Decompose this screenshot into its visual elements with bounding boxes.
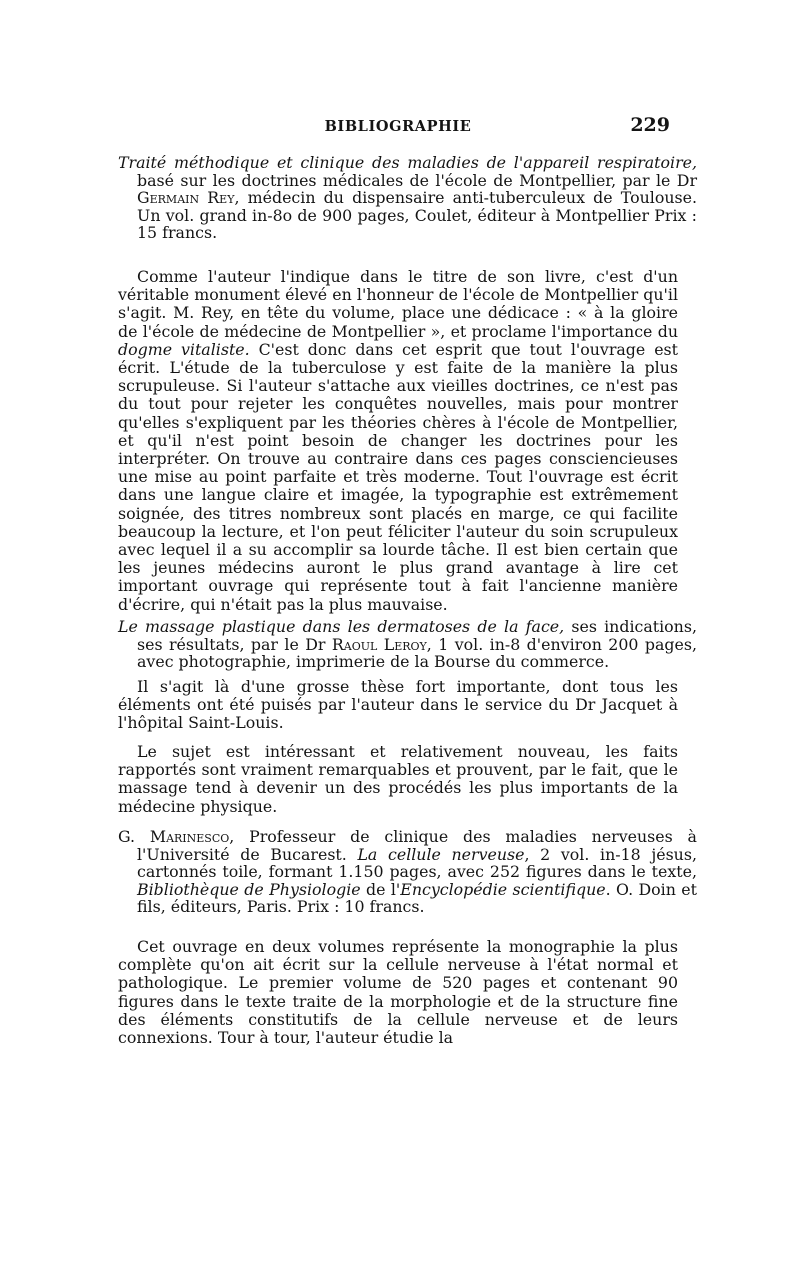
entry-2-author: Raoul Leroy <box>331 634 427 654</box>
entry-3-desc-4: . O. Doin et fils, éditeurs, Paris. Prix : 10 francs. <box>137 879 697 916</box>
entry-1-review <box>118 268 678 614</box>
entry-2-desc-1: ses indications, ses résultats, par le Dr <box>137 617 697 654</box>
running-title: BIBLIOGRAPHIE <box>324 118 472 135</box>
entry-3-review-1: Cet ouvrage en deux volumes représente la monographie la plus complète qu'on ait écrit sur la cellule nerveuse à l'état normal et pathologique. Le premier volume de 520 pages et contenant 90 figures dans le texte traite de la morphologie et de la structure fine des éléments constitutifs de la cellule nerveuse et de leurs connexions. Tour à tour, l'auteur étudie la <box>118 937 678 1048</box>
entry-2-review-1: Il s'agit là d'une grosse thèse fort importante, dont tous les éléments ont été puisés par l'auteur dans le service du Dr Jacquet à l'hôpital Saint-Louis. <box>118 677 678 733</box>
entry-3-desc-2: , 2 vol. in-18 jésus, cartonnés toile, formant 1.150 pages, avec 252 figures dans le texte, <box>137 844 697 881</box>
entry-3-citation <box>118 828 697 916</box>
page-header <box>118 116 678 142</box>
entry-1-review-b: C'est donc dans cet esprit que tout l'ouvrage est écrit. L'étude de la tuberculose y est faite de la manière la plus scrupuleuse. Si l'auteur s'attache aux vieilles doctrines, ce n'est pas du tout pour rejeter les conquêtes nouvelles, mais pour montrer qu'elles s'expliquent par les théories chères à l'école de Montpellier, et qu'il n'est point besoin de changer les doctrines pour les interpréter. On trouve au contraire dans ces pages consciencieuses une mise au point parfaite et très moderne. Tout l'ouvrage est écrit dans une langue claire et imagée, la typographie est extrêmement soignée, des titres nombreux sont placés en marge, ce qui facilite beaucoup la lecture, et l'on peut féliciter l'auteur du soin scrupuleux avec lequel il a su accomplir sa lourde tâche. Il est bien certain que les jeunes médecins auront le plus grand avantage à lire cet important ouvrage qui représente tout à fait l'ancienne manière d'écrire, qui n'était pas la plus mauvaise. <box>118 339 678 614</box>
entry-2-title: Le massage plastique dans les dermatoses de la face, <box>118 617 565 636</box>
page-number: 229 <box>630 114 670 136</box>
entry-1-review-em: dogme vitaliste. <box>118 339 250 359</box>
entry-3-desc-1: , Professeur de clinique des maladies nerveuses à l'Université de Bucarest. <box>137 827 697 864</box>
entry-1-desc-2: , médecin du dispensaire anti-tuberculeux de Toulouse. Un vol. grand in-8o de 900 pages, Coulet, éditeur à Montpellier Prix : 15 francs. <box>137 188 697 242</box>
entry-2-desc-2: , 1 vol. in-8 d'environ 200 pages, avec photographie, imprimerie de la Bourse du commerce. <box>137 634 697 671</box>
entry-1-review-a: Comme l'auteur l'indique dans le titre de son livre, c'est d'un véritable monument élevé en l'honneur de l'école de Montpellier qu'il s'agit. M. Rey, en tête du volume, place une dédicace : « à la gloire de l'école de médecine de Montpellier », et proclame l'importance du <box>118 267 678 341</box>
entry-3-desc-3: de l' <box>360 879 401 899</box>
entry-2-review-2: Le sujet est intéressant et relativement nouveau, les faits rapportés sont vraiment remarquables et prouvent, par le fait, que le massage tend à devenir un des procédés les plus importants de la médecine physique. <box>118 742 678 816</box>
entry-3-author: G. Marinesco <box>118 827 230 846</box>
entry-1-author: Germain Rey <box>137 188 235 207</box>
entry-3-title: La cellule nerveuse <box>357 844 525 864</box>
entry-1-desc-1: basé sur les doctrines médicales de l'école de Montpellier, par le Dr <box>137 170 697 190</box>
entry-3-series: Bibliothèque de Physiologie <box>137 879 361 899</box>
entry-1-citation <box>118 154 697 242</box>
entry-3-collection: Encyclopédie scientifique <box>400 879 606 899</box>
entry-1-title: Traité méthodique et clinique des maladies de l'appareil respiratoire, <box>118 153 697 172</box>
entry-2-citation <box>118 618 697 671</box>
